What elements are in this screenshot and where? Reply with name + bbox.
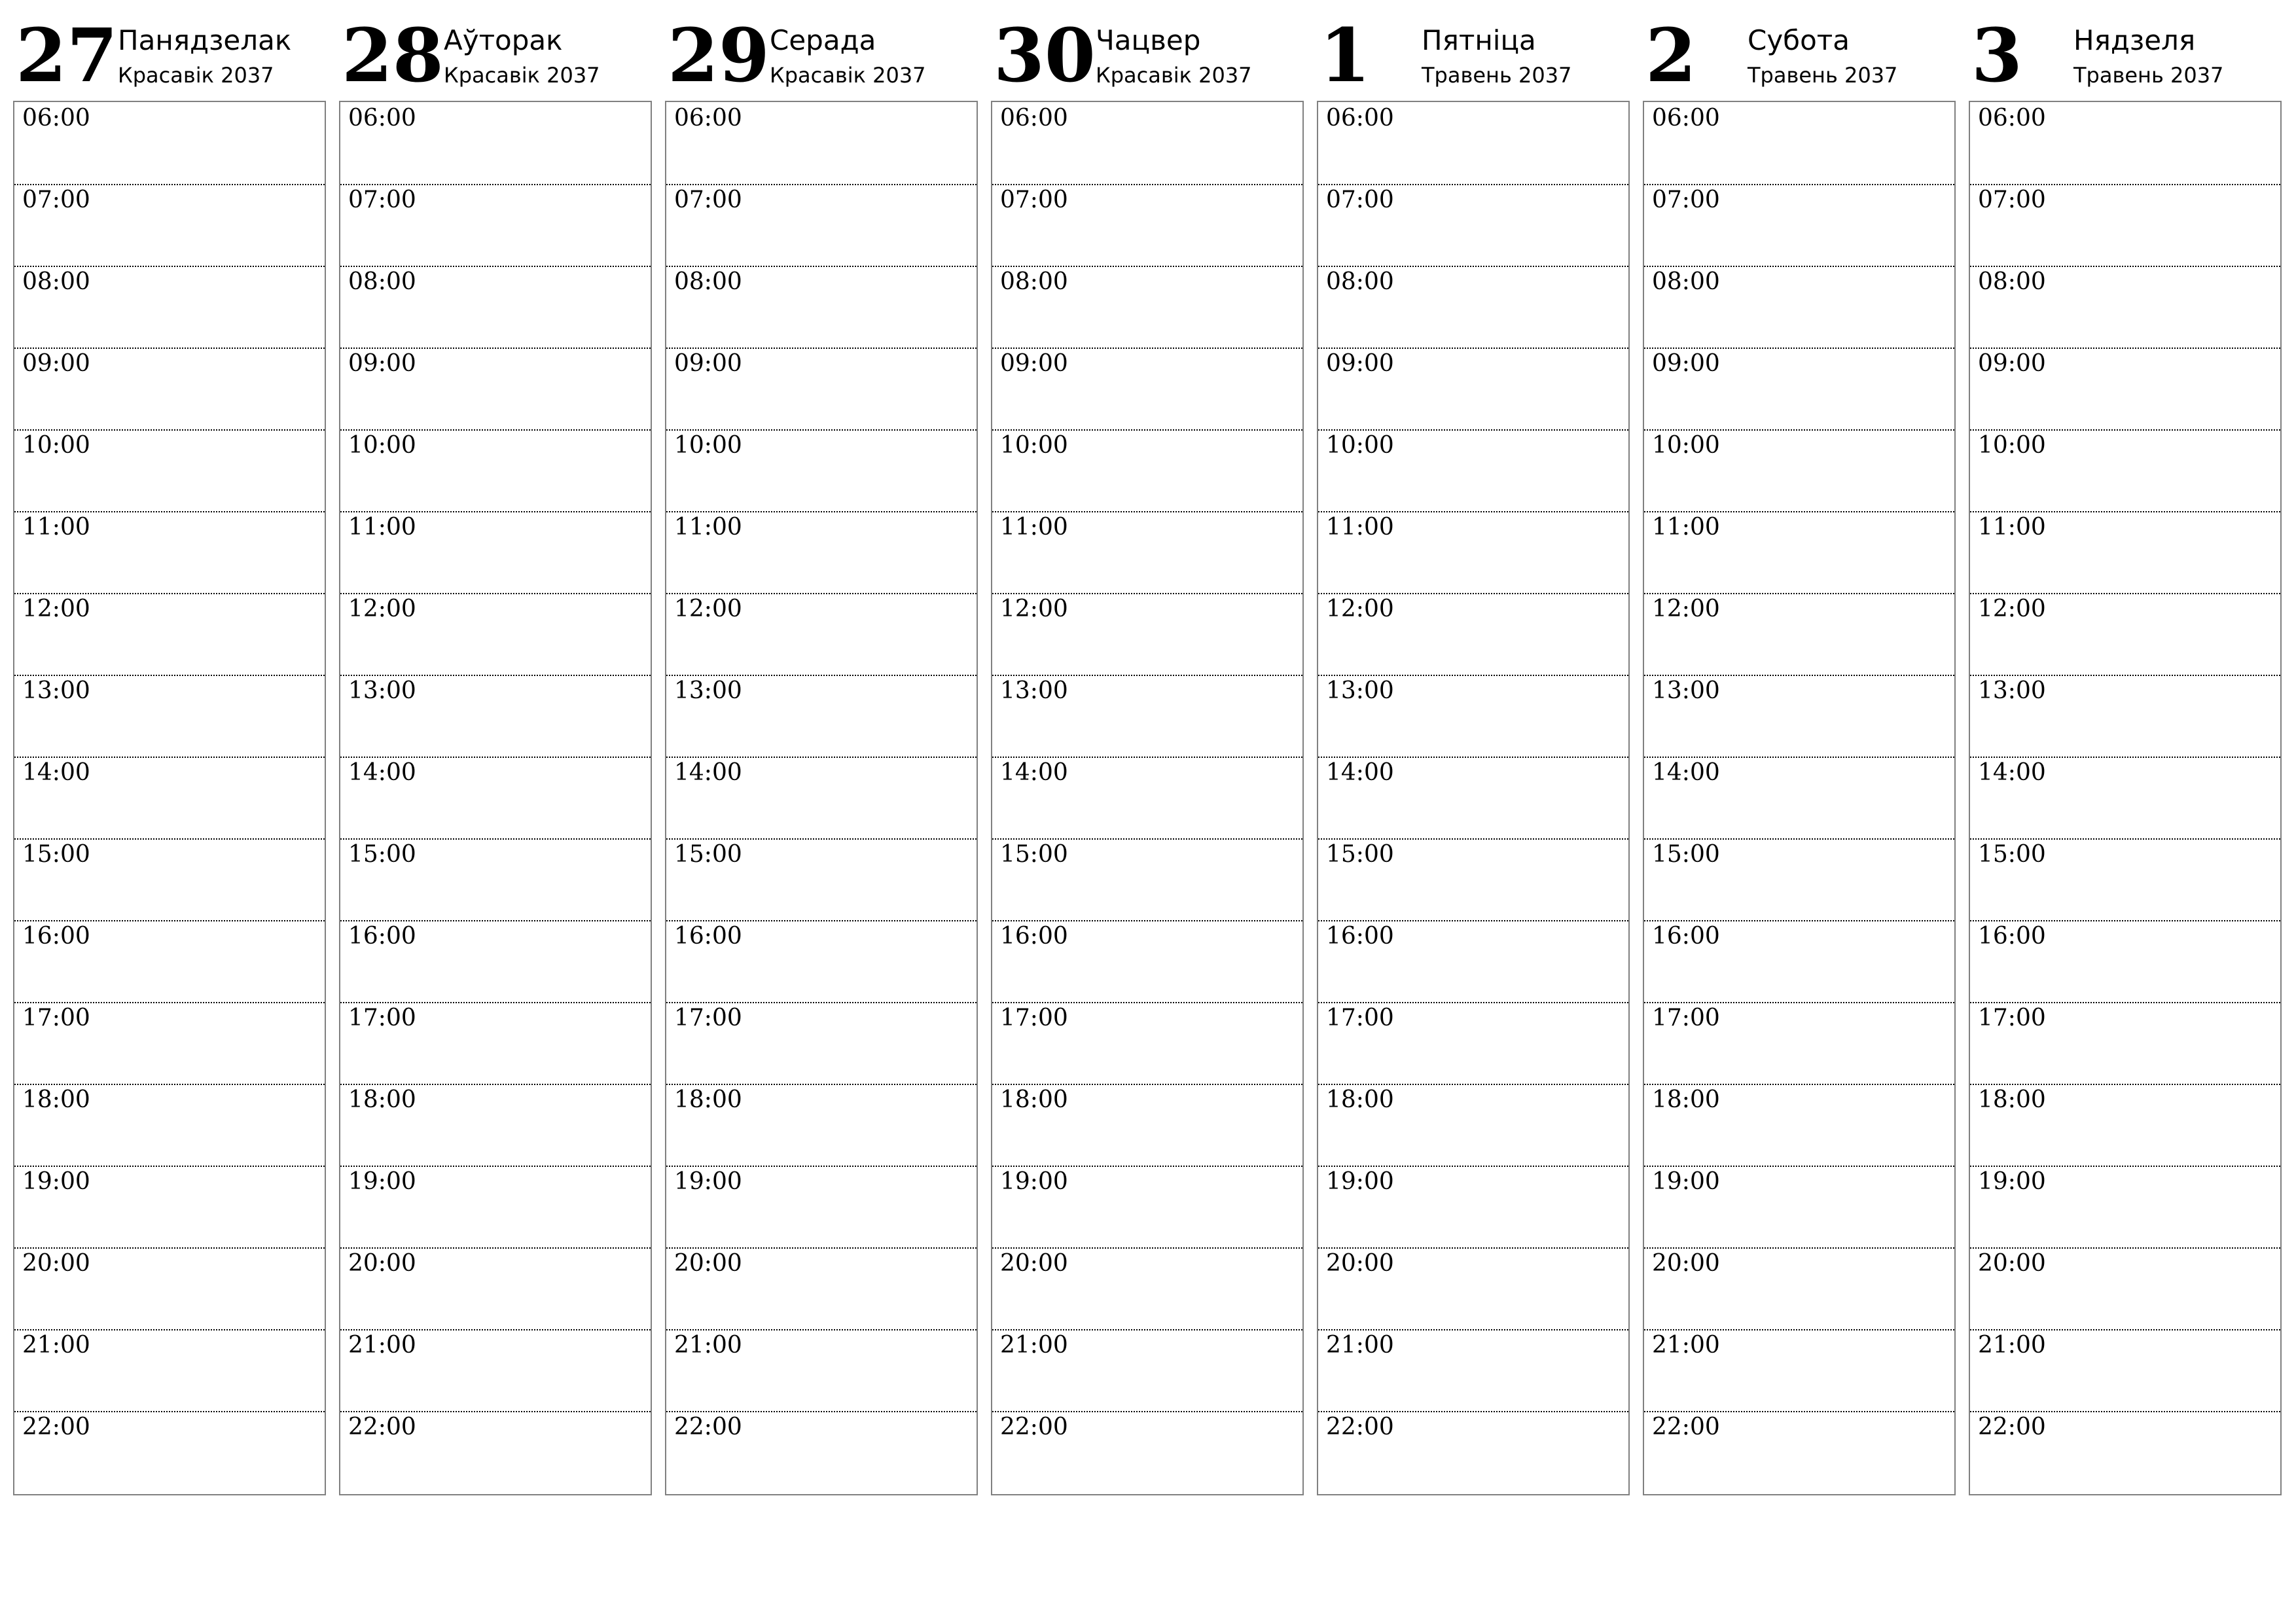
- hour-slot[interactable]: [14, 757, 325, 840]
- hour-label: 18:00: [348, 1086, 416, 1113]
- day-schedule-box: [1317, 101, 1630, 1495]
- day-schedule-box: [339, 101, 652, 1495]
- hour-label: 14:00: [348, 759, 416, 786]
- weekday-name: Нядзеля: [2073, 24, 2196, 56]
- hour-slot[interactable]: [340, 1247, 651, 1330]
- hour-label: 11:00: [1978, 514, 2046, 541]
- hour-label: 19:00: [1000, 1168, 1068, 1195]
- hour-slot[interactable]: [992, 184, 1302, 267]
- day-number: 27: [16, 13, 118, 99]
- hour-label: 13:00: [1000, 677, 1068, 704]
- hour-slot[interactable]: [340, 348, 651, 431]
- hour-slot[interactable]: [14, 266, 325, 349]
- hour-slot[interactable]: [1644, 1329, 1954, 1412]
- hour-label: 22:00: [1978, 1414, 2046, 1440]
- hour-slot[interactable]: [14, 1002, 325, 1085]
- hour-slot[interactable]: [666, 102, 977, 185]
- day-header: [1317, 0, 1630, 98]
- hour-slot[interactable]: [1644, 1247, 1954, 1330]
- hour-label: 15:00: [674, 841, 742, 868]
- hour-slot[interactable]: [1644, 675, 1954, 758]
- hour-slot[interactable]: [1318, 675, 1628, 758]
- day-header: [665, 0, 978, 98]
- hour-slot[interactable]: [1644, 429, 1954, 512]
- hour-label: 17:00: [348, 1005, 416, 1031]
- hour-slot[interactable]: [1644, 184, 1954, 267]
- hour-slot[interactable]: [666, 593, 977, 676]
- hour-slot[interactable]: [1970, 1166, 2280, 1249]
- hour-label: 11:00: [1652, 514, 1720, 541]
- day-header: [13, 0, 326, 98]
- hour-slot[interactable]: [1644, 102, 1954, 185]
- hour-slot[interactable]: [1970, 511, 2280, 594]
- hour-label: 10:00: [22, 432, 90, 459]
- day-header: [1969, 0, 2282, 98]
- hour-label: 15:00: [1978, 841, 2046, 868]
- hour-slot[interactable]: [1318, 266, 1628, 349]
- hour-label: 10:00: [1000, 432, 1068, 459]
- hour-label: 08:00: [1978, 268, 2046, 295]
- hour-label: 14:00: [1000, 759, 1068, 786]
- hour-slot[interactable]: [992, 511, 1302, 594]
- hour-slot[interactable]: [1318, 511, 1628, 594]
- hour-slot[interactable]: [1970, 593, 2280, 676]
- hour-slot[interactable]: [992, 1002, 1302, 1085]
- hour-slot[interactable]: [1318, 1002, 1628, 1085]
- hour-label: 10:00: [1978, 432, 2046, 459]
- hour-slot[interactable]: [1970, 838, 2280, 921]
- hour-slot[interactable]: [1318, 429, 1628, 512]
- hour-label: 18:00: [1652, 1086, 1720, 1113]
- hour-label: 18:00: [1978, 1086, 2046, 1113]
- hour-label: 13:00: [348, 677, 416, 704]
- hour-slot[interactable]: [992, 838, 1302, 921]
- day-number: 29: [668, 13, 770, 99]
- hour-label: 11:00: [1326, 514, 1394, 541]
- hour-slot[interactable]: [992, 1084, 1302, 1167]
- hour-label: 13:00: [1326, 677, 1394, 704]
- hour-slot[interactable]: [1644, 838, 1954, 921]
- hour-slot[interactable]: [1318, 184, 1628, 267]
- hour-label: 21:00: [1000, 1332, 1068, 1359]
- hour-label: 07:00: [1652, 187, 1720, 213]
- hour-label: 15:00: [1000, 841, 1068, 868]
- hour-slot[interactable]: [1644, 757, 1954, 840]
- month-year-label: Травень 2037: [1748, 63, 1898, 88]
- hour-slot[interactable]: [1318, 920, 1628, 1003]
- hour-slot[interactable]: [1970, 348, 2280, 431]
- hour-label: 14:00: [1652, 759, 1720, 786]
- hour-slot[interactable]: [340, 593, 651, 676]
- hour-slot[interactable]: [992, 266, 1302, 349]
- hour-label: 22:00: [674, 1414, 742, 1440]
- hour-slot[interactable]: [992, 1329, 1302, 1412]
- hour-label: 06:00: [1652, 105, 1720, 132]
- hour-slot[interactable]: [1970, 184, 2280, 267]
- hour-slot[interactable]: [1970, 429, 2280, 512]
- hour-label: 06:00: [1326, 105, 1394, 132]
- day-header: [339, 0, 652, 98]
- hour-slot[interactable]: [1318, 1247, 1628, 1330]
- hour-slot[interactable]: [666, 1329, 977, 1412]
- hour-slot[interactable]: [340, 429, 651, 512]
- hour-slot[interactable]: [1644, 1002, 1954, 1085]
- hour-label: 07:00: [1978, 187, 2046, 213]
- hour-slot[interactable]: [1970, 675, 2280, 758]
- hour-slot[interactable]: [1970, 1411, 2280, 1493]
- hour-label: 18:00: [674, 1086, 742, 1113]
- hour-label: 20:00: [674, 1250, 742, 1277]
- hour-label: 19:00: [1326, 1168, 1394, 1195]
- hour-slot[interactable]: [1970, 757, 2280, 840]
- hour-label: 19:00: [1652, 1168, 1720, 1195]
- hour-label: 20:00: [22, 1250, 90, 1277]
- hour-slot[interactable]: [340, 757, 651, 840]
- hour-label: 06:00: [22, 105, 90, 132]
- hour-label: 21:00: [1326, 1332, 1394, 1359]
- hour-label: 17:00: [1652, 1005, 1720, 1031]
- hour-slot[interactable]: [14, 1247, 325, 1330]
- hour-slot[interactable]: [14, 102, 325, 185]
- month-year-label: Красавік 2037: [1096, 63, 1252, 88]
- hour-slot[interactable]: [1644, 1166, 1954, 1249]
- hour-label: 21:00: [1652, 1332, 1720, 1359]
- hour-label: 15:00: [1326, 841, 1394, 868]
- day-number: 2: [1645, 13, 1696, 99]
- hour-slot[interactable]: [992, 920, 1302, 1003]
- hour-label: 18:00: [1000, 1086, 1068, 1113]
- hour-label: 22:00: [22, 1414, 90, 1440]
- hour-label: 12:00: [1326, 596, 1394, 622]
- hour-label: 21:00: [348, 1332, 416, 1359]
- hour-label: 12:00: [22, 596, 90, 622]
- hour-label: 19:00: [348, 1168, 416, 1195]
- hour-slot[interactable]: [340, 1002, 651, 1085]
- hour-slot[interactable]: [992, 1411, 1302, 1493]
- hour-label: 12:00: [1000, 596, 1068, 622]
- hour-label: 13:00: [1978, 677, 2046, 704]
- hour-label: 12:00: [1652, 596, 1720, 622]
- hour-slot[interactable]: [666, 1084, 977, 1167]
- hour-label: 08:00: [674, 268, 742, 295]
- hour-label: 06:00: [1000, 105, 1068, 132]
- hour-label: 16:00: [348, 923, 416, 950]
- hour-slot[interactable]: [666, 757, 977, 840]
- hour-slot[interactable]: [1318, 757, 1628, 840]
- hour-label: 07:00: [1326, 187, 1394, 213]
- weekday-name: Панядзелак: [118, 24, 292, 56]
- hour-label: 22:00: [348, 1414, 416, 1440]
- hour-label: 15:00: [22, 841, 90, 868]
- hour-label: 21:00: [674, 1332, 742, 1359]
- hour-label: 17:00: [1326, 1005, 1394, 1031]
- hour-slot[interactable]: [1318, 1084, 1628, 1167]
- hour-slot[interactable]: [1644, 511, 1954, 594]
- hour-label: 08:00: [1652, 268, 1720, 295]
- weekday-name: Чацвер: [1096, 24, 1201, 56]
- hour-slot[interactable]: [14, 184, 325, 267]
- hour-label: 18:00: [22, 1086, 90, 1113]
- hour-label: 09:00: [22, 350, 90, 377]
- hour-label: 21:00: [22, 1332, 90, 1359]
- hour-slot[interactable]: [14, 920, 325, 1003]
- hour-slot[interactable]: [1970, 102, 2280, 185]
- hour-label: 15:00: [1652, 841, 1720, 868]
- hour-slot[interactable]: [1318, 1329, 1628, 1412]
- hour-label: 07:00: [1000, 187, 1068, 213]
- hour-label: 12:00: [674, 596, 742, 622]
- hour-label: 20:00: [348, 1250, 416, 1277]
- weekday-name: Субота: [1748, 24, 1850, 56]
- hour-label: 22:00: [1652, 1414, 1720, 1440]
- hour-slot[interactable]: [1644, 920, 1954, 1003]
- hour-label: 14:00: [674, 759, 742, 786]
- hour-label: 20:00: [1978, 1250, 2046, 1277]
- hour-slot[interactable]: [1644, 1411, 1954, 1493]
- hour-slot[interactable]: [14, 511, 325, 594]
- hour-slot[interactable]: [666, 1411, 977, 1493]
- hour-slot[interactable]: [340, 838, 651, 921]
- hour-slot[interactable]: [340, 675, 651, 758]
- day-number: 3: [1971, 13, 2022, 99]
- hour-slot[interactable]: [14, 1084, 325, 1167]
- hour-label: 16:00: [1652, 923, 1720, 950]
- hour-slot[interactable]: [14, 1329, 325, 1412]
- day-schedule-box: [13, 101, 326, 1495]
- hour-label: 07:00: [22, 187, 90, 213]
- month-year-label: Травень 2037: [2073, 63, 2224, 88]
- hour-label: 22:00: [1000, 1414, 1068, 1440]
- hour-slot[interactable]: [1644, 593, 1954, 676]
- hour-slot[interactable]: [666, 184, 977, 267]
- hour-label: 11:00: [348, 514, 416, 541]
- hour-label: 06:00: [348, 105, 416, 132]
- hour-slot[interactable]: [992, 757, 1302, 840]
- hour-label: 20:00: [1652, 1250, 1720, 1277]
- hour-label: 11:00: [674, 514, 742, 541]
- hour-label: 07:00: [674, 187, 742, 213]
- hour-slot[interactable]: [992, 348, 1302, 431]
- hour-slot[interactable]: [14, 429, 325, 512]
- hour-slot[interactable]: [1970, 1247, 2280, 1330]
- hour-slot[interactable]: [1318, 1166, 1628, 1249]
- hour-slot[interactable]: [1970, 1084, 2280, 1167]
- hour-slot[interactable]: [14, 593, 325, 676]
- hour-slot[interactable]: [992, 429, 1302, 512]
- day-schedule-box: [1969, 101, 2282, 1495]
- hour-slot[interactable]: [666, 920, 977, 1003]
- hour-slot[interactable]: [666, 675, 977, 758]
- hour-slot[interactable]: [992, 675, 1302, 758]
- hour-slot[interactable]: [340, 511, 651, 594]
- hour-label: 13:00: [674, 677, 742, 704]
- hour-slot[interactable]: [1970, 266, 2280, 349]
- hour-label: 16:00: [674, 923, 742, 950]
- hour-label: 09:00: [1326, 350, 1394, 377]
- hour-slot[interactable]: [1970, 1002, 2280, 1085]
- hour-label: 16:00: [1978, 923, 2046, 950]
- hour-slot[interactable]: [1318, 1411, 1628, 1493]
- hour-slot[interactable]: [666, 266, 977, 349]
- weekday-name: Пятніца: [1422, 24, 1536, 56]
- day-header: [1643, 0, 1956, 98]
- day-number: 28: [342, 13, 444, 99]
- hour-label: 19:00: [22, 1168, 90, 1195]
- hour-label: 19:00: [674, 1168, 742, 1195]
- hour-slot[interactable]: [992, 593, 1302, 676]
- weekday-name: Аўторак: [444, 24, 563, 56]
- month-year-label: Травень 2037: [1422, 63, 1572, 88]
- hour-slot[interactable]: [666, 1247, 977, 1330]
- hour-slot[interactable]: [14, 1411, 325, 1493]
- hour-label: 12:00: [348, 596, 416, 622]
- hour-slot[interactable]: [1318, 102, 1628, 185]
- hour-label: 16:00: [1000, 923, 1068, 950]
- hour-slot[interactable]: [340, 102, 651, 185]
- hour-slot[interactable]: [14, 838, 325, 921]
- day-schedule-box: [665, 101, 978, 1495]
- hour-label: 22:00: [1326, 1414, 1394, 1440]
- hour-slot[interactable]: [666, 1166, 977, 1249]
- hour-slot[interactable]: [340, 1329, 651, 1412]
- hour-slot[interactable]: [992, 1247, 1302, 1330]
- hour-label: 16:00: [22, 923, 90, 950]
- hour-label: 16:00: [1326, 923, 1394, 950]
- hour-label: 08:00: [348, 268, 416, 295]
- hour-label: 10:00: [1652, 432, 1720, 459]
- hour-label: 09:00: [1652, 350, 1720, 377]
- hour-label: 18:00: [1326, 1086, 1394, 1113]
- hour-slot[interactable]: [1970, 920, 2280, 1003]
- hour-label: 15:00: [348, 841, 416, 868]
- hour-slot[interactable]: [340, 920, 651, 1003]
- hour-label: 14:00: [22, 759, 90, 786]
- hour-label: 13:00: [1652, 677, 1720, 704]
- hour-slot[interactable]: [14, 348, 325, 431]
- month-year-label: Красавік 2037: [118, 63, 274, 88]
- hour-label: 09:00: [674, 350, 742, 377]
- hour-slot[interactable]: [14, 1166, 325, 1249]
- hour-label: 20:00: [1326, 1250, 1394, 1277]
- hour-label: 14:00: [1326, 759, 1394, 786]
- month-year-label: Красавік 2037: [444, 63, 600, 88]
- hour-label: 17:00: [1978, 1005, 2046, 1031]
- hour-label: 11:00: [22, 514, 90, 541]
- weekday-name: Серада: [770, 24, 876, 56]
- hour-slot[interactable]: [666, 1002, 977, 1085]
- hour-label: 17:00: [674, 1005, 742, 1031]
- hour-label: 08:00: [1000, 268, 1068, 295]
- hour-slot[interactable]: [340, 1411, 651, 1493]
- hour-slot[interactable]: [1644, 266, 1954, 349]
- day-number: 30: [994, 13, 1096, 99]
- hour-slot[interactable]: [340, 1084, 651, 1167]
- hour-label: 12:00: [1978, 596, 2046, 622]
- hour-slot[interactable]: [340, 266, 651, 349]
- hour-label: 09:00: [1000, 350, 1068, 377]
- hour-slot[interactable]: [1970, 1329, 2280, 1412]
- hour-slot[interactable]: [1644, 1084, 1954, 1167]
- hour-label: 10:00: [674, 432, 742, 459]
- month-year-label: Красавік 2037: [770, 63, 926, 88]
- hour-label: 14:00: [1978, 759, 2046, 786]
- hour-slot[interactable]: [1644, 348, 1954, 431]
- day-header: [991, 0, 1304, 98]
- hour-label: 07:00: [348, 187, 416, 213]
- hour-label: 10:00: [1326, 432, 1394, 459]
- hour-label: 06:00: [1978, 105, 2046, 132]
- day-schedule-box: [1643, 101, 1956, 1495]
- hour-slot[interactable]: [14, 675, 325, 758]
- hour-label: 17:00: [22, 1005, 90, 1031]
- hour-label: 08:00: [1326, 268, 1394, 295]
- hour-slot[interactable]: [992, 102, 1302, 185]
- hour-slot[interactable]: [340, 184, 651, 267]
- day-number: 1: [1319, 13, 1371, 99]
- hour-label: 13:00: [22, 677, 90, 704]
- hour-slot[interactable]: [666, 429, 977, 512]
- hour-slot[interactable]: [666, 348, 977, 431]
- hour-slot[interactable]: [1318, 593, 1628, 676]
- hour-slot[interactable]: [666, 838, 977, 921]
- hour-label: 21:00: [1978, 1332, 2046, 1359]
- hour-slot[interactable]: [1318, 838, 1628, 921]
- hour-slot[interactable]: [1318, 348, 1628, 431]
- hour-label: 09:00: [1978, 350, 2046, 377]
- hour-slot[interactable]: [666, 511, 977, 594]
- hour-label: 06:00: [674, 105, 742, 132]
- hour-label: 17:00: [1000, 1005, 1068, 1031]
- day-schedule-box: [991, 101, 1304, 1495]
- hour-label: 19:00: [1978, 1168, 2046, 1195]
- hour-label: 11:00: [1000, 514, 1068, 541]
- hour-slot[interactable]: [340, 1166, 651, 1249]
- hour-slot[interactable]: [992, 1166, 1302, 1249]
- hour-label: 20:00: [1000, 1250, 1068, 1277]
- hour-label: 08:00: [22, 268, 90, 295]
- hour-label: 09:00: [348, 350, 416, 377]
- hour-label: 10:00: [348, 432, 416, 459]
